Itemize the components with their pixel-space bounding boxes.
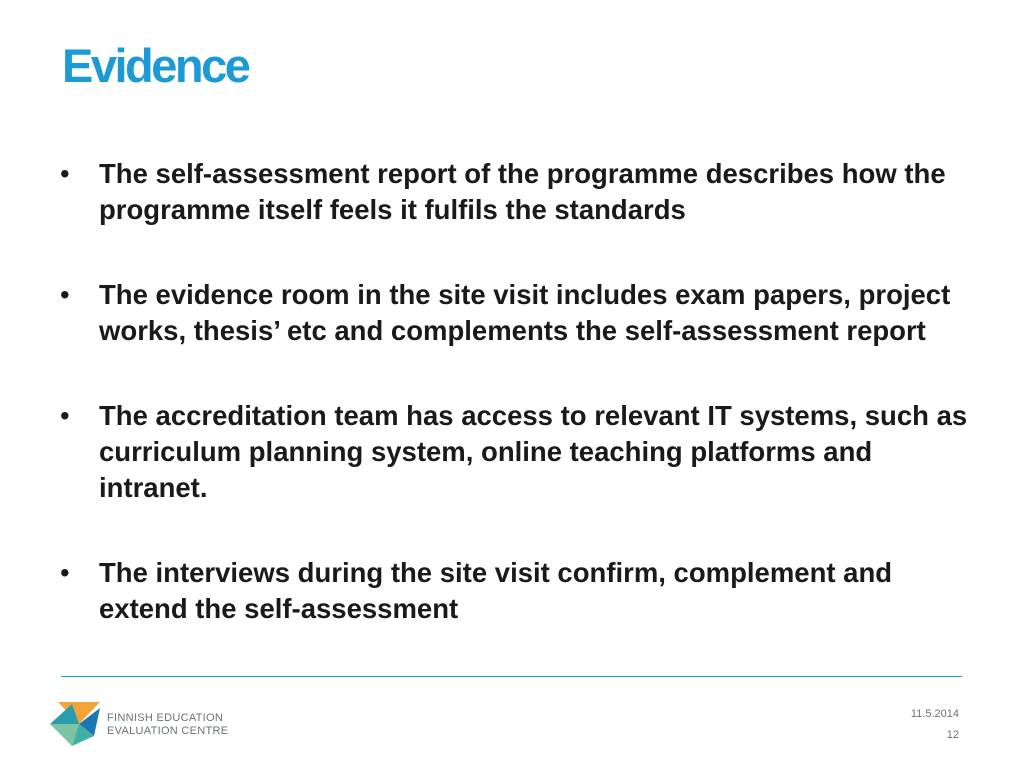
bullet-text: The interviews during the site visit confirm, complement and extend the self-assessment [99,557,893,624]
slide-date: 11.5.2014 [910,708,959,720]
bullet-text: The self-assessment report of the programme describes how the programme itself feels it fulfils the standards [99,158,946,225]
organization-logo-icon [50,700,102,748]
organization-name [107,712,228,738]
bullet-item [54,555,969,627]
bullet-icon: • [60,557,70,588]
bullet-text: The accreditation team has access to relevant IT systems, such as curriculum planning system, online teaching platforms and intranet. [99,400,968,503]
org-name-line2: EVALUATION CENTRE [107,725,229,737]
bullet-icon: • [60,400,70,431]
bullet-icon: • [60,279,70,310]
bullet-text: The evidence room in the site visit includes exam papers, project works, thesis’ etc and complements the self-assessment report [99,279,951,346]
bullet-item [54,156,969,228]
footer-divider [61,676,962,677]
org-name-line1: FINNISH EDUCATION [107,712,224,724]
bullet-item [54,277,969,349]
bullet-item [54,398,969,506]
slide-title: Evidence [62,39,249,92]
bullet-icon: • [60,158,70,189]
bullet-list [54,156,969,676]
slide-number: 12 [946,729,959,741]
